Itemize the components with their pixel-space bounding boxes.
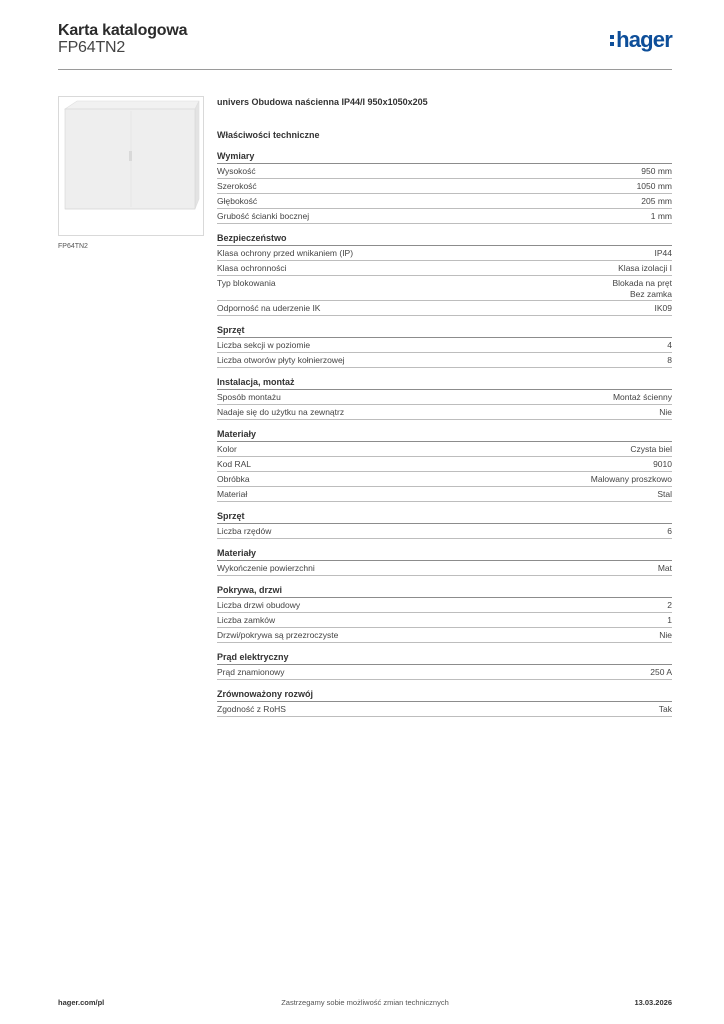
property-value: Malowany proszkowo [590, 474, 672, 484]
property-value: 9010 [653, 459, 672, 469]
property-label: Głębokość [217, 196, 258, 206]
property-label: Szerokość [217, 181, 257, 191]
property-value: Czysta biel [630, 444, 672, 454]
property-row [217, 209, 672, 224]
property-section [217, 688, 672, 717]
section-title: Instalacja, montaż [217, 376, 672, 390]
property-label: Liczba rzędów [217, 526, 272, 536]
property-value: Nie [659, 407, 672, 417]
property-row [217, 179, 672, 194]
section-title: Pokrywa, drzwi [217, 584, 672, 598]
property-label: Materiał [217, 489, 248, 499]
property-row [217, 561, 672, 576]
hager-logo [610, 29, 672, 51]
property-row [217, 487, 672, 502]
enclosure-illustration [59, 97, 203, 235]
section-title: Prąd elektryczny [217, 651, 672, 665]
property-section [217, 376, 672, 420]
property-label: Liczba drzwi obudowy [217, 600, 301, 610]
property-row [217, 524, 672, 539]
property-row [217, 353, 672, 368]
property-label: Drzwi/pokrywa są przezroczyste [217, 630, 339, 640]
property-row [217, 194, 672, 209]
property-row [217, 405, 672, 420]
property-row [217, 390, 672, 405]
image-caption: FP64TN2 [58, 243, 88, 250]
property-label: Liczba sekcji w poziomie [217, 340, 311, 350]
property-value: 1050 mm [636, 181, 672, 191]
property-label: Wykończenie powierzchni [217, 563, 315, 573]
property-row [217, 613, 672, 628]
property-label: Obróbka [217, 474, 250, 484]
footer-notice: Zastrzegamy sobie możliwość zmian technicznych [281, 998, 449, 1007]
property-section [217, 324, 672, 368]
document-title: Karta katalogowa [58, 22, 188, 39]
property-row [217, 442, 672, 457]
property-value: 250 A [650, 667, 672, 677]
property-value: 205 mm [641, 196, 672, 206]
property-label: Sposób montażu [217, 392, 281, 402]
header-divider [58, 69, 672, 70]
property-label: Klasa ochrony przed wnikaniem (IP) [217, 248, 354, 258]
property-label: Kolor [217, 444, 237, 454]
property-value: 1 mm [650, 211, 672, 221]
property-label: Odporność na uderzenie IK [217, 303, 321, 313]
property-row [217, 246, 672, 261]
property-section [217, 232, 672, 316]
property-value: 1 [667, 615, 672, 625]
section-title: Zrównoważony rozwój [217, 688, 672, 702]
property-section [217, 510, 672, 539]
property-row [217, 301, 672, 316]
property-section [217, 428, 672, 502]
property-row [217, 261, 672, 276]
property-value: Montaż ścienny [612, 392, 672, 402]
property-section [217, 150, 672, 224]
property-label: Grubość ścianki bocznej [217, 211, 310, 221]
property-label: Nadaje się do użytku na zewnątrz [217, 407, 345, 417]
product-code: FP64TN2 [58, 39, 126, 56]
section-title: Wymiary [217, 150, 672, 164]
property-value: Mat [657, 563, 672, 573]
property-value: Stal [657, 489, 672, 499]
property-row [217, 457, 672, 472]
logo-text: hager [616, 27, 672, 52]
property-label: Kod RAL [217, 459, 252, 469]
property-label: Prąd znamionowy [217, 667, 285, 677]
property-value: 4 [667, 340, 672, 350]
property-label: Zgodność z RoHS [217, 704, 286, 714]
property-label: Typ blokowania [217, 278, 276, 288]
footer-website: hager.com/pl [58, 998, 105, 1007]
property-section [217, 584, 672, 643]
property-value: IP44 [654, 248, 672, 258]
property-value: IK09 [654, 303, 672, 313]
technical-properties-heading: Właściwości techniczne [217, 130, 320, 140]
property-value: Nie [659, 630, 672, 640]
page-header [58, 20, 672, 68]
product-image [58, 96, 204, 236]
product-description: univers Obudowa naścienna IP44/I 950x1050x205 [217, 97, 428, 107]
footer-date: 13.03.2026 [634, 998, 672, 1007]
section-title: Materiały [217, 428, 672, 442]
section-title: Sprzęt [217, 324, 672, 338]
property-label: Liczba otworów płyty kołnierzowej [217, 355, 345, 365]
property-label: Liczba zamków [217, 615, 276, 625]
property-row [217, 164, 672, 179]
property-section [217, 547, 672, 576]
property-value: 6 [667, 526, 672, 536]
property-row [217, 628, 672, 643]
logo-dots-icon [610, 35, 614, 46]
property-row [217, 338, 672, 353]
property-row [217, 665, 672, 680]
properties-sections [217, 150, 672, 717]
property-label: Klasa ochronności [217, 263, 287, 273]
property-value: Tak [658, 704, 672, 714]
property-section [217, 651, 672, 680]
section-title: Materiały [217, 547, 672, 561]
section-title: Bezpieczeństwo [217, 232, 672, 246]
property-value: 2 [667, 600, 672, 610]
property-value: 8 [667, 355, 672, 365]
property-row [217, 276, 672, 301]
page-footer [58, 998, 672, 1010]
property-value: 950 mm [641, 166, 672, 176]
property-row [217, 598, 672, 613]
technical-sheet [217, 96, 672, 725]
property-value: Blokada na pręt Bez zamka [612, 278, 672, 299]
property-value: Klasa izolacji I [618, 263, 672, 273]
section-title: Sprzęt [217, 510, 672, 524]
property-row [217, 472, 672, 487]
property-row [217, 702, 672, 717]
property-label: Wysokość [217, 166, 256, 176]
